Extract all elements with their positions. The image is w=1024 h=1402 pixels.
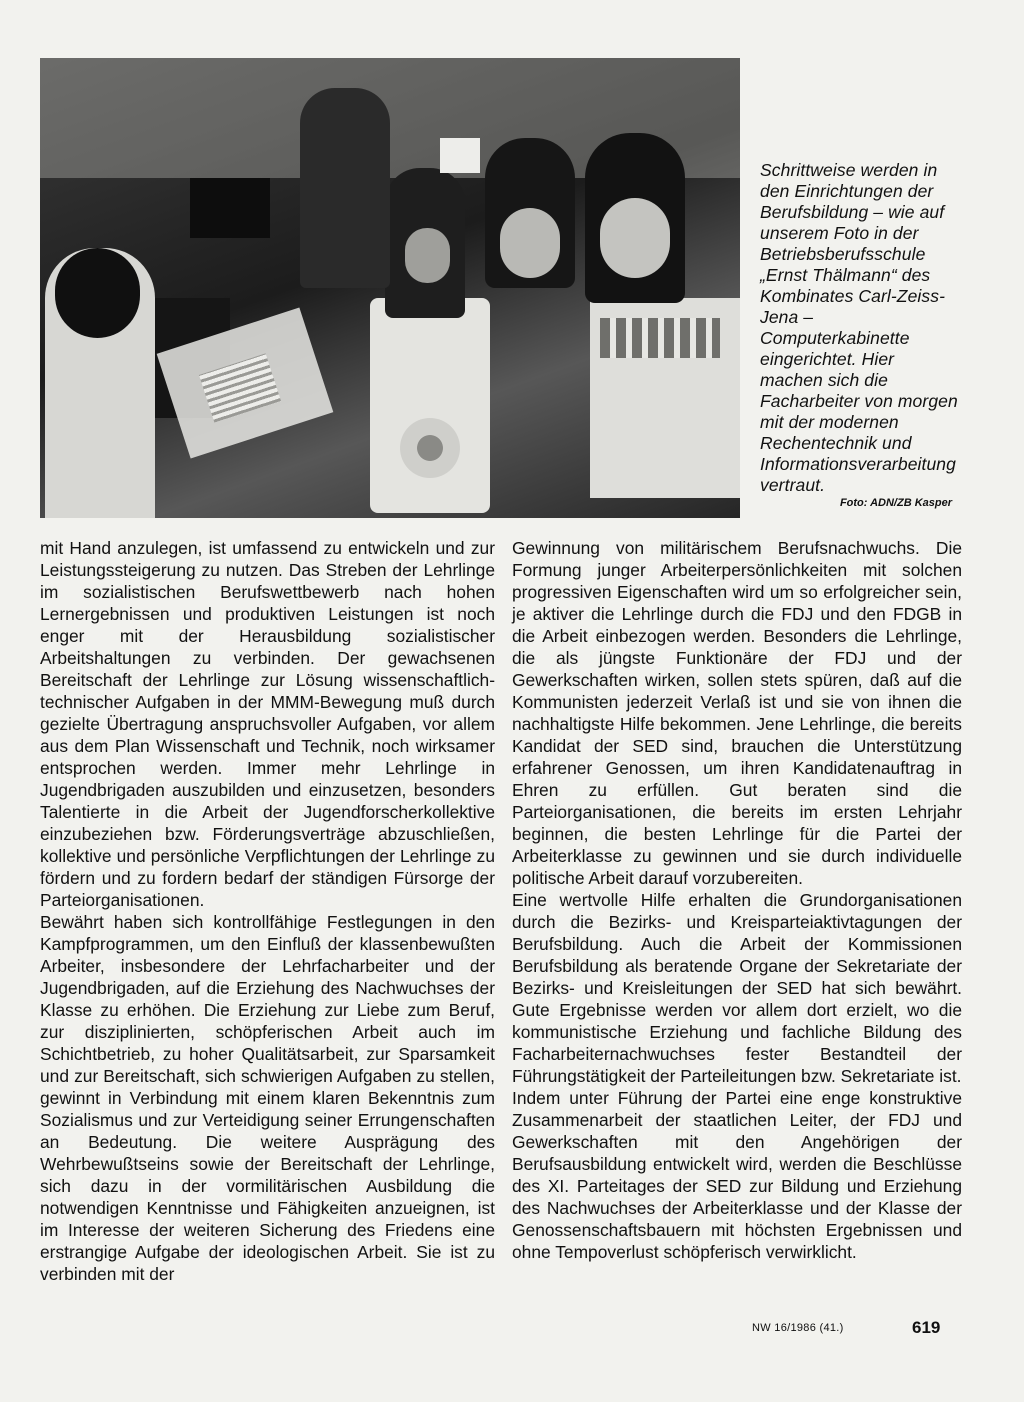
article-column-left (40, 537, 495, 1285)
photo-caption: Schrittweise werden in den Einrichtungen der Berufsbildung – wie auf unserem Foto in der Betriebsberufsschule „Ernst Thälmann“ des Kombinates Carl-Zeiss-Jena – Computerkabinette eingerichtet. Hier machen sich die Facharbeiter von morgen mit der modernen Rechentechnik und Informationsverarbeitung vertraut. (760, 160, 958, 495)
paragraph: Eine wertvolle Hilfe erhalten die Grundorganisationen durch die Bezirks- und Kreisparteiaktivtagungen der Berufsbildung. Auch die Arbeit der Kommissionen Berufsbildung als beratende Organe der Sekretariate der Bezirks- und Kreisleitungen der SED hat sich bewährt. Gute Ergebnisse werden vor allem dort erzielt, wo die kommunistische Erziehung und fachliche Bildung des Facharbeiternachwuchses fester Bestandteil der Führungstätigkeit der Parteileitungen bzw. Sekretariate ist. (512, 890, 962, 1086)
photo-credit: Foto: ADN/ZB Kasper (839, 497, 952, 509)
article-photo (40, 58, 740, 518)
article-column-right (512, 537, 962, 1263)
paragraph: Gewinnung von militärischem Berufsnachwuchs. Die Formung junger Arbeiterpersönlichkeiten mit solchen progressiven Eigenschaften wird um so erfolgreicher sein, je aktiver die Lehrlinge durch die FDJ und den FDGB in die Arbeit einbezogen werden. Besonders die Lehrlinge, die als jüngste Funktionäre der FDJ und der Gewerkschaften wirken, sollen stets spüren, daß auf die Kommunisten jederzeit Verlaß ist und sie von ihnen die nachhaltigste Hilfe bekommen. Jene Lehrlinge, die bereits Kandidat der SED sind, brauchen die Unterstützung erfahrener Genossen, um ihren Kandidatenauftrag in Ehren zu erfüllen. Gut beraten sind die Parteiorganisationen, die bereits im ersten Lehrjahr beginnen, die besten Lehrlinge für die Partei der Arbeiterklasse zu gewinnen und sie durch individuelle politische Arbeit darauf vorzubereiten. (512, 538, 962, 888)
paragraph: Indem unter Führung der Partei eine enge konstruktive Zusammenarbeit der staatlichen Leiter, der FDJ und Gewerkschaften mit den Angehörigen der Berufsausbildung entwickelt wird, werden die Beschlüsse des XI. Parteitages der SED zur Bildung und Erziehung des Nachwuchses der Arbeiterklasse und der Klasse der Genossenschaftsbauern mit höchsten Ergebnissen und ohne Tempoverlust schöpferisch verwirklicht. (512, 1088, 962, 1262)
page-number: 619 (912, 1318, 941, 1337)
paragraph: mit Hand anzulegen, ist umfassend zu entwickeln und zur Leistungssteigerung zu nutzen. Das Streben der Lehrlinge im sozialistischen Berufswettbewerb nach hohen Lernergebnissen und produktiven Leistungen ist noch enger mit der Herausbildung sozialistischer Arbeitshaltungen zu verbinden. Der gewachsenen Bereitschaft der Lehrlinge zur Lösung wissenschaftlich-technischer Aufgaben in der MMM-Bewegung muß durch gezielte Übertragung anspruchsvoller Aufgaben, vor allem aus dem Plan Wissenschaft und Technik, noch wirksamer entsprochen werden. Immer mehr Lehrlinge in Jugendbrigaden auszubilden und einzusetzen, besonders Talentierte in die Arbeit der Jugendforscherkollektive einzubeziehen bzw. Förderungsverträge abzuschließen, kollektive und persönliche Verpflichtungen der Lehrlinge zu fördern und zu fordern bedarf der ständigen Fürsorge der Parteiorganisationen. (40, 538, 495, 910)
paragraph: Bewährt haben sich kontrollfähige Festlegungen in den Kampfprogrammen, um den Einfluß der klassenbewußten Arbeiter, insbesondere der Lehrfacharbeiter und der Jugendbrigaden, auf die Erziehung des Nachwuchses der Klasse zu erhöhen. Die Erziehung zur Liebe zum Beruf, zur disziplinierten, schöpferischen Arbeit auch im Schichtbetrieb, zu hoher Qualitätsarbeit, zur Sparsamkeit und zur Bereitschaft, sich schwierigen Aufgaben zu stellen, gewinnt in Verbindung mit einem klaren Bekenntnis zum Sozialismus und zur Verteidigung seiner Errungenschaften an Bedeutung. Die weitere Ausprägung des Wehrbewußtseins sowie der Bereitschaft der Lehrlinge, sich dazu in der vormilitärischen Ausbildung die notwendigen Kenntnisse und Fähigkeiten anzueignen, ist im Interesse der weiteren Sicherung des Friedens eine erstrangige Aufgabe der ideologischen Arbeit. Sie ist zu verbinden mit der (40, 912, 495, 1284)
publication-source: NW 16/1986 (41.) (752, 1322, 844, 1334)
